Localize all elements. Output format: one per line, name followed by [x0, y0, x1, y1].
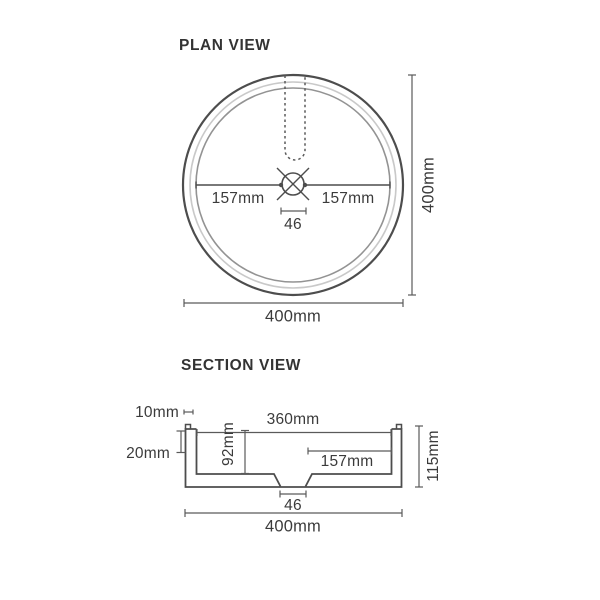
plan-dim-400-height-label: 400mm	[419, 156, 438, 214]
section-dim-157-label: 157mm	[320, 453, 374, 470]
section-dim-10-label: 10mm	[135, 404, 179, 421]
section-view-title: SECTION VIEW	[181, 357, 302, 374]
drain-symbol	[277, 168, 309, 200]
plan-dim-width-400	[184, 299, 403, 307]
section-dim-92-label: 92mm	[220, 422, 237, 466]
section-dim-400-label: 400mm	[264, 517, 322, 536]
section-dim-20-label: 20mm	[126, 445, 170, 462]
section-dim-46-label: 46	[284, 497, 302, 514]
plan-view-title: PLAN VIEW	[179, 37, 271, 54]
plan-dim-400-width-label: 400mm	[264, 307, 322, 326]
plan-dim-157-left-label: 157mm	[211, 190, 265, 207]
plan-diameter-line	[196, 182, 390, 189]
section-dim-360-label: 360mm	[266, 411, 320, 428]
section-dim-115-label: 115mm	[425, 430, 442, 482]
section-dim-height-115	[415, 426, 423, 487]
plan-dim-height-400	[408, 75, 416, 295]
section-dim-depth-92	[241, 431, 249, 474]
section-dim-rim-10	[184, 410, 193, 415]
plan-dim-drain-46	[281, 208, 306, 215]
section-dim-rim-20	[177, 431, 186, 453]
plan-dim-157-right-label: 157mm	[321, 190, 375, 207]
plan-dim-46-label: 46	[284, 216, 302, 233]
